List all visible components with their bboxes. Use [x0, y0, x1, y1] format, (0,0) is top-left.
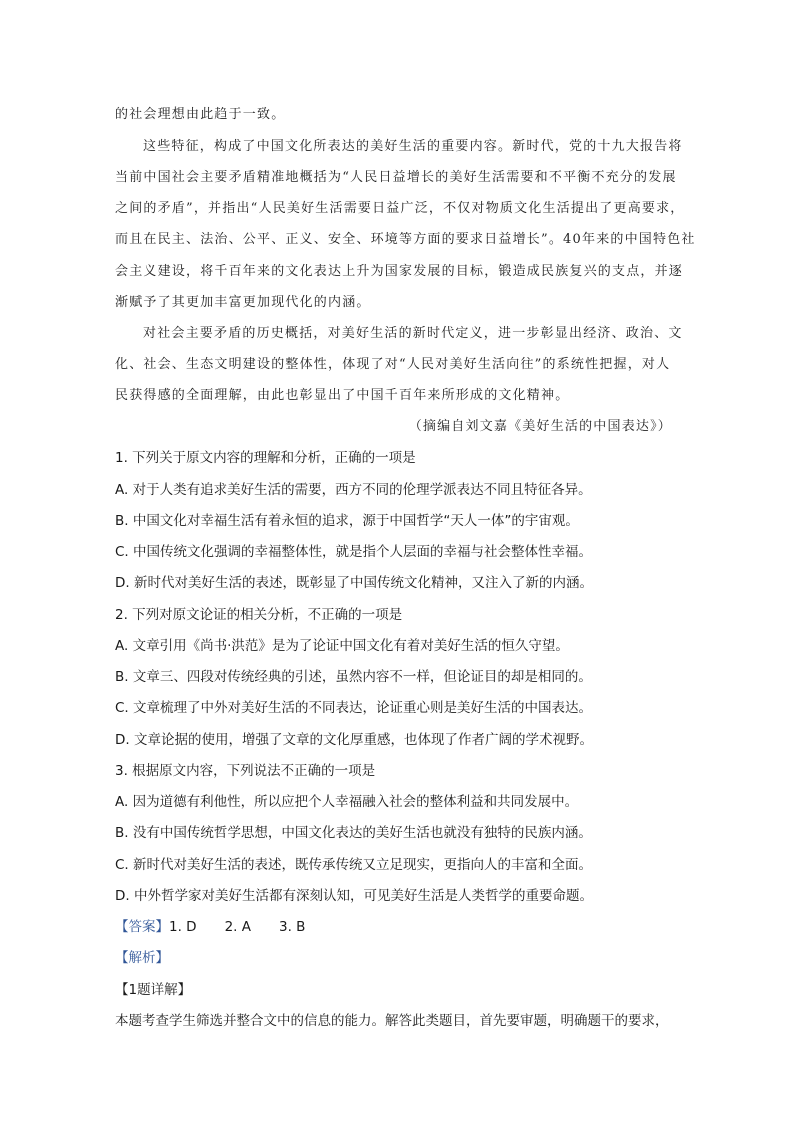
question-option: C. 新时代对美好生活的表述，既传承传统又立足现实，更指向人的丰富和全面。 [115, 857, 593, 873]
passage-line: 会主义建设，将千百年来的文化表达上升为国家发展的目标，锻造成民族复兴的支点，并逐 [115, 264, 684, 279]
question-option: D. 新时代对美好生活的表述，既彰显了中国传统文化精神，又注入了新的内涵。 [115, 575, 593, 591]
question-option: A. 对于人类有追求美好生活的需要，西方不同的伦理学派表达不同且特征各异。 [115, 482, 592, 498]
question-option: B. 文章三、四段对传统经典的引述，虽然内容不一样，但论证目的却是相同的。 [115, 669, 592, 685]
question-option: A. 因为道德有利他性，所以应把个人幸福融入社会的整体利益和共同发展中。 [115, 794, 579, 810]
question-option: B. 中国文化对幸福生活有着永恒的追求，源于中国哲学“天人一体”的宇宙观。 [115, 513, 579, 529]
question-stem: 1. 下列关于原文内容的理解和分析，正确的一项是 [115, 450, 416, 466]
passage-line: 而且在民主、法治、公平、正义、安全、环境等方面的要求日益增长”。40年来的中国特色社 [115, 232, 696, 247]
answer-item: 3. B [279, 919, 306, 935]
question-option: B. 没有中国传统哲学思想，中国文化表达的美好生活也就没有独特的民族内涵。 [115, 825, 592, 841]
question-option: A. 文章引用《尚书·洪范》是为了论证中国文化有着对美好生活的恒久守望。 [115, 638, 569, 654]
answer-line [115, 915, 305, 935]
passage-line: 这些特征，构成了中国文化所表达的美好生活的重要内容。新时代，党的十九大报告将 [143, 139, 683, 154]
detail-label: 【1题详解】 [115, 982, 192, 998]
passage-line: 渐赋予了其更加丰富更加现代化的内涵。 [115, 295, 371, 310]
answer-item: 2. A [224, 919, 251, 935]
question-option: C. 中国传统文化强调的幸福整体性，就是指个人层面的幸福与社会整体性幸福。 [115, 544, 593, 560]
question-stem: 2. 下列对原文论证的相关分析，不正确的一项是 [115, 607, 403, 623]
detail-text: 本题考查学生筛选并整合文中的信息的能力。解答此类题目，首先要审题，明确题干的要求， [115, 1013, 669, 1029]
answer-label: 【答案】 [115, 919, 169, 935]
question-option: C. 文章梳理了中外对美好生活的不同表达，论证重心则是美好生活的中国表达。 [115, 700, 593, 716]
question-option: D. 文章论据的使用，增强了文章的文化厚重感，也体现了作者广阔的学术视野。 [115, 732, 593, 748]
passage-line: 化、社会、生态文明建设的整体性，体现了对“人民对美好生活向往”的系统性把握，对人 [115, 357, 671, 372]
question-option: D. 中外哲学家对美好生活都有深刻认知，可见美好生活是人类哲学的重要命题。 [115, 888, 593, 904]
passage-line: 对社会主要矛盾的历史概括，对美好生活的新时代定义，进一步彰显出经济、政治、文 [143, 326, 683, 341]
analysis-label: 【解析】 [115, 950, 169, 966]
passage-line: 当前中国社会主要矛盾精准地概括为“人民日益增长的美好生活需要和不平衡不充分的发展 [115, 170, 677, 185]
passage-line: 民获得感的全面理解，由此也彰显出了中国千百年来所形成的文化精神。 [115, 388, 570, 403]
question-stem: 3. 根据原文内容，下列说法不正确的一项是 [115, 763, 376, 779]
passage-line: 之间的矛盾”，并指出“人民美好生活需要日益广泛，不仅对物质文化生活提出了更高要求， [115, 201, 685, 216]
answer-item: 1. D [169, 919, 197, 935]
passage-line: 的社会理想由此趋于一致。 [115, 107, 286, 122]
passage-source: （摘编自刘文嘉《美好生活的中国表达》） [408, 419, 672, 434]
